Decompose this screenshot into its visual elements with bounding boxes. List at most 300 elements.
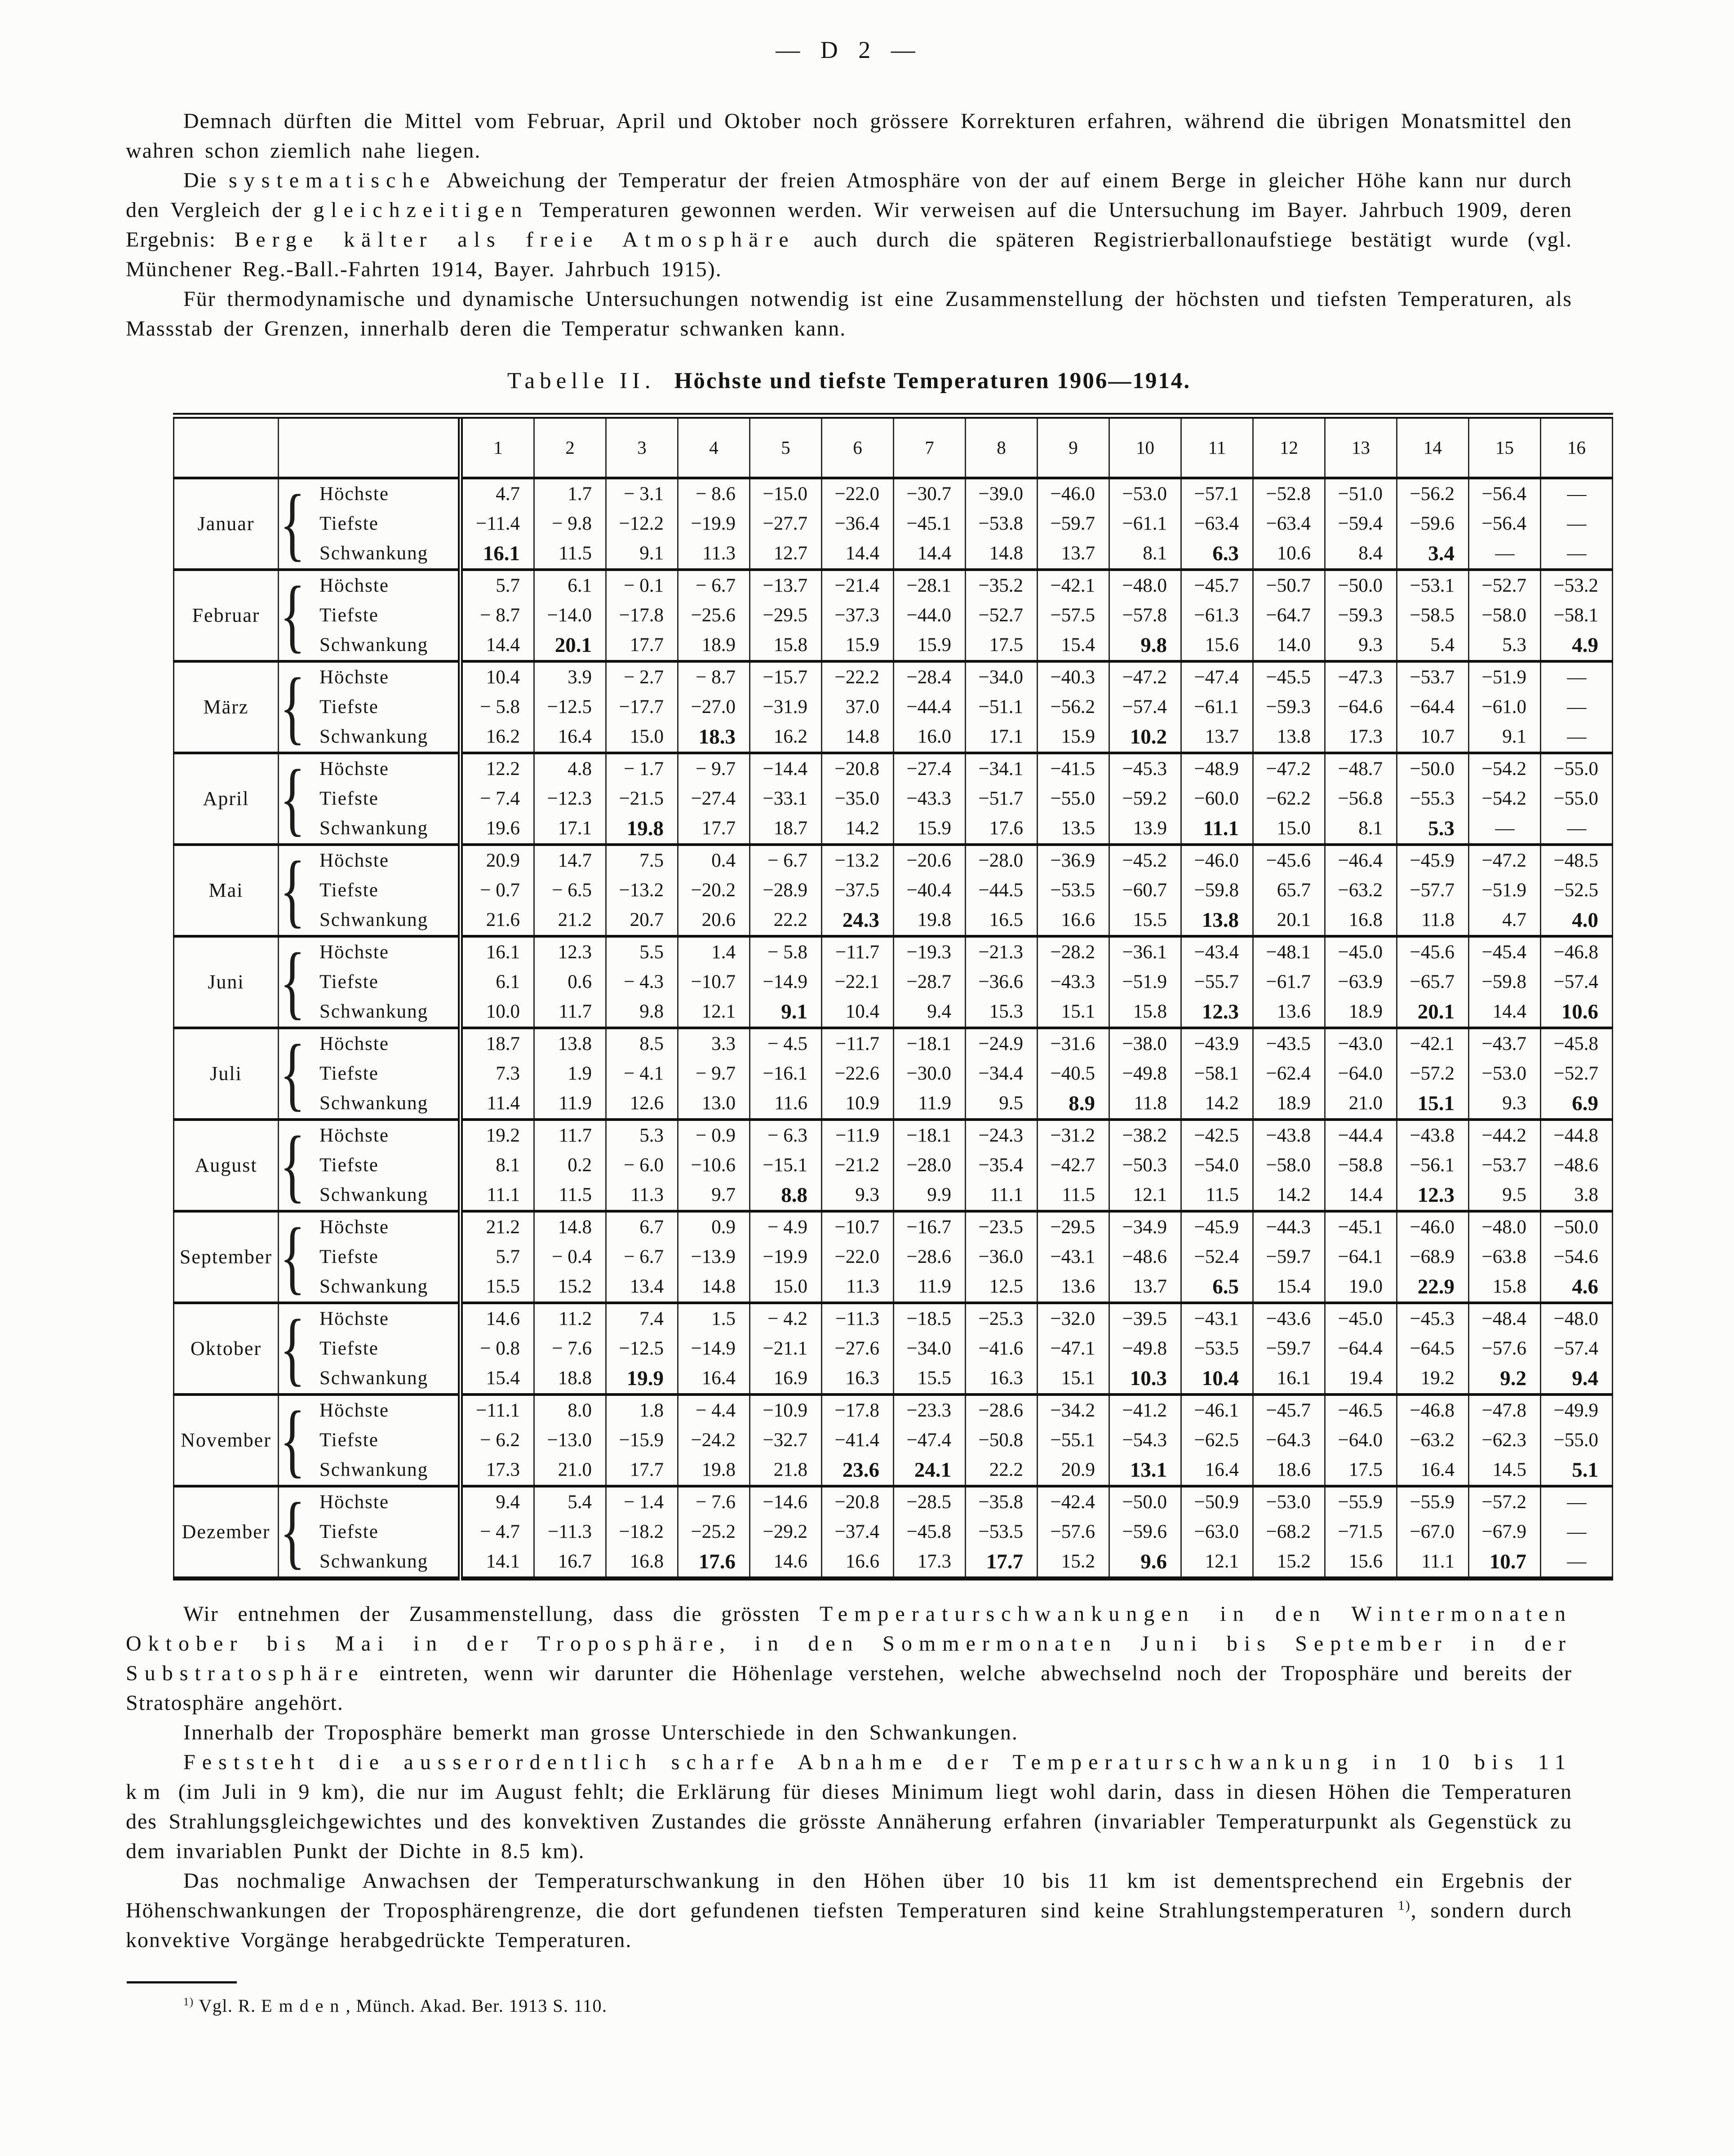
table-cell: 13.6 [1253, 997, 1325, 1028]
table-cell: 19.6 [461, 814, 534, 845]
row-label: Höchste [306, 1211, 461, 1242]
table-cell: −47.3 [1325, 661, 1397, 692]
table-cell: 15.1 [1038, 1364, 1109, 1395]
table-cell: −55.1 [1038, 1426, 1109, 1455]
table-cell: 17.1 [534, 814, 606, 845]
table-cell: −37.3 [822, 601, 894, 630]
table-cell: −62.5 [1181, 1426, 1253, 1455]
table-cell: −49.9 [1541, 1395, 1613, 1426]
table-cell: −11.3 [534, 1517, 606, 1547]
table-cell: −62.4 [1253, 1059, 1325, 1089]
table-cell: −59.3 [1325, 601, 1397, 630]
month-block [174, 936, 1613, 1028]
month-brace-icon: { [279, 1485, 306, 1577]
column-header: 13 [1325, 416, 1397, 478]
table-cell: 0.2 [534, 1151, 606, 1180]
table-cell: 14.2 [1181, 1089, 1253, 1120]
month-column-header [174, 416, 279, 478]
table-cell: −64.4 [1325, 1334, 1397, 1364]
table-row [174, 1426, 1613, 1455]
table-cell: 1.8 [606, 1395, 678, 1426]
table-cell: 11.8 [1397, 905, 1469, 936]
table-cell: 12.3 [1181, 997, 1253, 1028]
table-cell: 10.4 [461, 661, 534, 692]
table-cell: 16.6 [1038, 905, 1109, 936]
table-cell: 10.3 [1109, 1364, 1181, 1395]
table-cell: −33.1 [750, 784, 822, 814]
table-row [174, 1517, 1613, 1547]
table-cell: 12.3 [1397, 1180, 1469, 1211]
table-cell: −57.6 [1038, 1517, 1109, 1547]
table-cell: −31.9 [750, 692, 822, 722]
table-cell: 8.9 [1038, 1089, 1109, 1120]
table-cell: −45.7 [1253, 1395, 1325, 1426]
table-cell: − 0.4 [534, 1242, 606, 1272]
table-cell: 9.4 [461, 1486, 534, 1517]
table-cell: −64.1 [1325, 1242, 1397, 1272]
table-cell: −25.6 [678, 601, 750, 630]
table-cell: −38.2 [1109, 1120, 1181, 1151]
table-cell: −53.5 [966, 1517, 1038, 1547]
table-cell: 9.8 [1109, 630, 1181, 661]
table-cell: 20.1 [1397, 997, 1469, 1028]
table-cell: 14.4 [461, 630, 534, 661]
table-cell: −59.8 [1469, 967, 1541, 997]
table-cell: −41.5 [1038, 753, 1109, 784]
table-cell: 16.8 [1325, 905, 1397, 936]
table-cell: 16.4 [1181, 1455, 1253, 1486]
table-cell: − 4.1 [606, 1059, 678, 1089]
table-cell: −43.8 [1397, 1120, 1469, 1151]
table-cell: 16.9 [750, 1364, 822, 1395]
table-cell: −49.8 [1109, 1334, 1181, 1364]
table-cell: −27.4 [894, 753, 966, 784]
table-cell: 15.5 [1109, 905, 1181, 936]
table-cell: 13.9 [1109, 814, 1181, 845]
table-row [174, 1303, 1613, 1334]
table-cell: 10.6 [1253, 539, 1325, 570]
table-cell: − 6.5 [534, 876, 606, 905]
row-label: Schwankung [306, 1089, 461, 1120]
table-cell: −56.4 [1469, 509, 1541, 539]
table-cell: 10.0 [461, 997, 534, 1028]
table-cell: 20.9 [1038, 1455, 1109, 1486]
table-cell: −48.4 [1469, 1303, 1541, 1334]
table-cell: − 6.2 [461, 1426, 534, 1455]
table-cell: 9.3 [822, 1180, 894, 1211]
table-cell: 11.5 [1181, 1180, 1253, 1211]
table-cell: −46.0 [1397, 1211, 1469, 1242]
paragraph [126, 166, 1572, 284]
table-cell: 21.2 [461, 1211, 534, 1242]
table-cell: −22.2 [822, 661, 894, 692]
table-row [174, 478, 1613, 509]
table-row [174, 1547, 1613, 1579]
month-label: Januar [174, 478, 279, 570]
table-cell: −44.8 [1541, 1120, 1613, 1151]
table-title-label: Tabelle II. [507, 368, 656, 394]
table-row [174, 570, 1613, 601]
table-cell: −27.7 [750, 509, 822, 539]
table-cell: −51.9 [1469, 876, 1541, 905]
table-cell: 7.4 [606, 1303, 678, 1334]
table-cell: 6.3 [1181, 539, 1253, 570]
table-cell: 17.7 [966, 1547, 1038, 1579]
table-cell: 16.4 [678, 1364, 750, 1395]
table-cell: −21.1 [750, 1334, 822, 1364]
table-cell: − 7.6 [534, 1334, 606, 1364]
table-cell: 6.9 [1541, 1089, 1613, 1120]
table-cell: −57.1 [1181, 478, 1253, 509]
table-row [174, 997, 1613, 1028]
table-cell: −43.0 [1325, 1028, 1397, 1059]
table-cell: −11.1 [461, 1395, 534, 1426]
table-cell: − 8.7 [461, 601, 534, 630]
table-cell: −15.0 [750, 478, 822, 509]
table-cell: − 0.1 [606, 570, 678, 601]
table-cell: −28.6 [894, 1242, 966, 1272]
text-run: Vgl. R. [194, 1995, 262, 2016]
table-cell: −50.0 [1397, 753, 1469, 784]
table-cell: 5.4 [1397, 630, 1469, 661]
table-cell: −57.7 [1397, 876, 1469, 905]
table-cell: 13.5 [1038, 814, 1109, 845]
table-cell: −20.2 [678, 876, 750, 905]
table-title [126, 368, 1572, 394]
table-cell: −45.1 [1325, 1211, 1397, 1242]
table-cell: −64.5 [1397, 1334, 1469, 1364]
table-cell: −45.0 [1325, 1303, 1397, 1334]
month-label: Juni [174, 936, 279, 1028]
table-cell: 13.4 [606, 1272, 678, 1303]
table-cell: −40.4 [894, 876, 966, 905]
table-cell: 10.7 [1397, 722, 1469, 753]
table-cell: −12.5 [534, 692, 606, 722]
table-cell: −45.6 [1397, 936, 1469, 967]
table-cell: −25.2 [678, 1517, 750, 1547]
table-cell: − 0.7 [461, 876, 534, 905]
table-cell: — [1541, 1547, 1613, 1579]
table-cell: 0.4 [678, 845, 750, 876]
table-cell: −22.0 [822, 1242, 894, 1272]
table-cell: −51.1 [966, 692, 1038, 722]
table-cell: −54.2 [1469, 753, 1541, 784]
table-cell: −54.0 [1181, 1151, 1253, 1180]
table-cell: 16.8 [606, 1547, 678, 1579]
table-row [174, 1486, 1613, 1517]
row-label: Tiefste [306, 1059, 461, 1089]
table-cell: −52.5 [1541, 876, 1613, 905]
table-cell: −16.1 [750, 1059, 822, 1089]
table-cell: −19.9 [678, 509, 750, 539]
table-cell: 15.9 [1038, 722, 1109, 753]
table-row [174, 1334, 1613, 1364]
table-cell: 14.0 [1253, 630, 1325, 661]
table-cell: −12.2 [606, 509, 678, 539]
row-label: Schwankung [306, 539, 461, 570]
table-cell: −29.2 [750, 1517, 822, 1547]
table-cell: −53.5 [1181, 1334, 1253, 1364]
table-cell: −45.8 [1541, 1028, 1613, 1059]
table-cell: −34.9 [1109, 1211, 1181, 1242]
table-cell: −46.8 [1397, 1395, 1469, 1426]
table-cell: −10.9 [750, 1395, 822, 1426]
table-cell: 8.1 [1325, 814, 1397, 845]
table-cell: 3.9 [534, 661, 606, 692]
row-label: Schwankung [306, 1364, 461, 1395]
table-cell: − 0.8 [461, 1334, 534, 1364]
table-cell: 16.1 [461, 539, 534, 570]
month-label: September [174, 1211, 279, 1303]
table-cell: 14.8 [822, 722, 894, 753]
table-cell: 19.2 [1397, 1364, 1469, 1395]
table-cell: 1.5 [678, 1303, 750, 1334]
table-cell: 20.6 [678, 905, 750, 936]
table-cell: 8.8 [750, 1180, 822, 1211]
table-row [174, 1242, 1613, 1272]
table-cell: −24.3 [966, 1120, 1038, 1151]
table-cell: −47.2 [1109, 661, 1181, 692]
table-cell: 14.6 [750, 1547, 822, 1579]
text-run: Die [183, 168, 229, 192]
table-cell: 15.4 [461, 1364, 534, 1395]
table-cell: 9.4 [894, 997, 966, 1028]
table-cell: 8.0 [534, 1395, 606, 1426]
table-cell: 15.1 [1397, 1089, 1469, 1120]
table-cell: 9.1 [606, 539, 678, 570]
table-cell: 11.1 [461, 1180, 534, 1211]
table-cell: −53.0 [1109, 478, 1181, 509]
table-cell: −28.6 [966, 1395, 1038, 1426]
table-cell: −15.9 [606, 1426, 678, 1455]
table-cell: −44.3 [1253, 1211, 1325, 1242]
table-cell: 9.5 [966, 1089, 1038, 1120]
table-cell: −18.1 [894, 1028, 966, 1059]
footnote [126, 1995, 1572, 2016]
month-brace-icon: { [279, 844, 306, 936]
table-cell: − 1.4 [606, 1486, 678, 1517]
month-brace-icon: { [279, 1302, 306, 1394]
table-row [174, 905, 1613, 936]
row-label: Schwankung [306, 905, 461, 936]
footnote-divider [127, 1981, 237, 1983]
table-row [174, 1180, 1613, 1211]
table-cell: — [1541, 539, 1613, 570]
table-cell: −63.4 [1181, 509, 1253, 539]
table-cell: 5.1 [1541, 1455, 1613, 1486]
paragraph [126, 106, 1572, 166]
row-label: Schwankung [306, 630, 461, 661]
table-cell: 65.7 [1253, 876, 1325, 905]
table-cell: −11.7 [822, 1028, 894, 1059]
table-cell: 15.5 [894, 1364, 966, 1395]
row-label: Schwankung [306, 1547, 461, 1579]
table-cell: 14.8 [966, 539, 1038, 570]
table-cell: 7.5 [606, 845, 678, 876]
table-row [174, 1120, 1613, 1151]
table-cell: −50.0 [1109, 1486, 1181, 1517]
text-run: Wir entnehmen der Zusammenstellung, dass die grössten [183, 1602, 820, 1626]
table-cell: −45.4 [1469, 936, 1541, 967]
table-cell: 13.7 [1181, 722, 1253, 753]
table-cell: 11.1 [1397, 1547, 1469, 1579]
table-cell: −34.0 [966, 661, 1038, 692]
table-cell: 14.8 [534, 1211, 606, 1242]
table-cell: 11.3 [606, 1180, 678, 1211]
table-cell: −59.2 [1109, 784, 1181, 814]
table-cell: 5.3 [1469, 630, 1541, 661]
table-cell: −24.2 [678, 1426, 750, 1455]
table-cell: −55.9 [1397, 1486, 1469, 1517]
month-block [174, 845, 1613, 936]
table-cell: −11.4 [461, 509, 534, 539]
table-cell: 12.1 [1109, 1180, 1181, 1211]
row-label: Höchste [306, 478, 461, 509]
table-cell: 9.2 [1469, 1364, 1541, 1395]
table-cell: − 5.8 [461, 692, 534, 722]
table-cell: 19.0 [1325, 1272, 1397, 1303]
table-cell: 11.1 [966, 1180, 1038, 1211]
table-cell: −50.3 [1109, 1151, 1181, 1180]
table-cell: 9.8 [606, 997, 678, 1028]
table-cell: 23.6 [822, 1455, 894, 1486]
table-cell: 19.4 [1325, 1364, 1397, 1395]
table-cell: −43.9 [1181, 1028, 1253, 1059]
table-cell: — [1469, 814, 1541, 845]
table-cell: −64.0 [1325, 1059, 1397, 1089]
table-cell: 3.3 [678, 1028, 750, 1059]
table-cell: −11.7 [822, 936, 894, 967]
table-cell: 17.7 [678, 814, 750, 845]
table-cell: − 6.7 [678, 570, 750, 601]
table-cell: 5.4 [534, 1486, 606, 1517]
table-cell: −47.4 [894, 1426, 966, 1455]
table-cell: 0.9 [678, 1211, 750, 1242]
table-cell: 16.0 [894, 722, 966, 753]
table-cell: −63.2 [1397, 1426, 1469, 1455]
table-cell: −56.1 [1397, 1151, 1469, 1180]
table-row [174, 661, 1613, 692]
table-cell: −45.6 [1253, 845, 1325, 876]
table-cell: 1.9 [534, 1059, 606, 1089]
row-label: Tiefste [306, 1242, 461, 1272]
table-cell: 4.9 [1541, 630, 1613, 661]
table-cell: −53.7 [1397, 661, 1469, 692]
table-cell: −46.5 [1325, 1395, 1397, 1426]
row-label: Tiefste [306, 1517, 461, 1547]
table-cell: −22.0 [822, 478, 894, 509]
table-cell: −14.9 [678, 1334, 750, 1364]
table-cell: −54.2 [1469, 784, 1541, 814]
table-cell: 15.5 [461, 1272, 534, 1303]
table-cell: − 0.9 [678, 1120, 750, 1151]
table-cell: 11.5 [534, 539, 606, 570]
table-cell: −52.7 [966, 601, 1038, 630]
table-cell: −57.4 [1541, 967, 1613, 997]
table-cell: 15.6 [1325, 1547, 1397, 1579]
table-cell: −47.2 [1253, 753, 1325, 784]
table-cell: 16.4 [1397, 1455, 1469, 1486]
table-cell: 15.8 [1109, 997, 1181, 1028]
table-cell: −53.5 [1038, 876, 1109, 905]
table-row [174, 630, 1613, 661]
table-cell: −10.7 [678, 967, 750, 997]
month-block [174, 661, 1613, 753]
table-cell: 15.8 [1469, 1272, 1541, 1303]
table-cell: − 6.7 [606, 1242, 678, 1272]
table-cell: − 4.4 [678, 1395, 750, 1426]
table-cell: 21.0 [534, 1455, 606, 1486]
table-cell: −30.7 [894, 478, 966, 509]
table-cell: −57.6 [1469, 1334, 1541, 1364]
table-cell: −59.7 [1253, 1242, 1325, 1272]
table-cell: 13.8 [1181, 905, 1253, 936]
table-cell: −46.8 [1541, 936, 1613, 967]
table-cell: −59.6 [1397, 509, 1469, 539]
table-cell: 11.1 [1181, 814, 1253, 845]
table-cell: −18.1 [894, 1120, 966, 1151]
column-header: 2 [534, 416, 606, 478]
table-cell: −51.9 [1469, 661, 1541, 692]
table-cell: − 6.7 [750, 845, 822, 876]
row-label: Schwankung [306, 722, 461, 753]
month-block [174, 570, 1613, 661]
row-label: Tiefste [306, 692, 461, 722]
month-label: Dezember [174, 1486, 279, 1579]
table-cell: −43.3 [894, 784, 966, 814]
table-cell: −51.0 [1325, 478, 1397, 509]
table-cell: 4.7 [461, 478, 534, 509]
table-cell: 1.7 [534, 478, 606, 509]
column-header: 3 [606, 416, 678, 478]
table-cell: 20.1 [534, 630, 606, 661]
month-block [174, 1211, 1613, 1303]
table-cell: −63.2 [1325, 876, 1397, 905]
table-cell: 11.3 [822, 1272, 894, 1303]
table-cell: 19.8 [894, 905, 966, 936]
table-row [174, 601, 1613, 630]
row-label: Höchste [306, 1486, 461, 1517]
table-cell: 12.6 [606, 1089, 678, 1120]
table-cell: −45.8 [894, 1517, 966, 1547]
table-cell: −45.2 [1109, 845, 1181, 876]
table-cell: −64.3 [1253, 1426, 1325, 1455]
text-run: Berge kälter als freie Atmosphäre [235, 228, 795, 252]
column-header: 6 [822, 416, 894, 478]
table-cell: — [1541, 1517, 1613, 1547]
row-label: Höchste [306, 1120, 461, 1151]
table-cell: −53.7 [1469, 1151, 1541, 1180]
table-cell: 14.4 [822, 539, 894, 570]
month-brace-icon: { [279, 478, 306, 569]
table-cell: −53.2 [1541, 570, 1613, 601]
table-cell: − 8.7 [678, 661, 750, 692]
table-cell: 14.2 [1253, 1180, 1325, 1211]
row-label: Höchste [306, 936, 461, 967]
table-cell: −28.4 [894, 661, 966, 692]
row-label: Höchste [306, 1028, 461, 1059]
table-cell: 5.3 [1397, 814, 1469, 845]
text-run: auch durch die späteren Registrierballonaufstiege bestätigt wurde (vgl. Münchener Reg.-Ball.-Fahrten 1914, Bayer. Jahrbuch 1915). [126, 228, 1573, 281]
table-cell: 18.7 [750, 814, 822, 845]
table-cell: 16.2 [461, 722, 534, 753]
table-cell: −36.6 [966, 967, 1038, 997]
table-cell: 4.6 [1541, 1272, 1613, 1303]
table-cell: 0.6 [534, 967, 606, 997]
table-cell: −20.8 [822, 1486, 894, 1517]
footnote-marker: 1) [1397, 1898, 1411, 1913]
table-cell: −61.1 [1109, 509, 1181, 539]
